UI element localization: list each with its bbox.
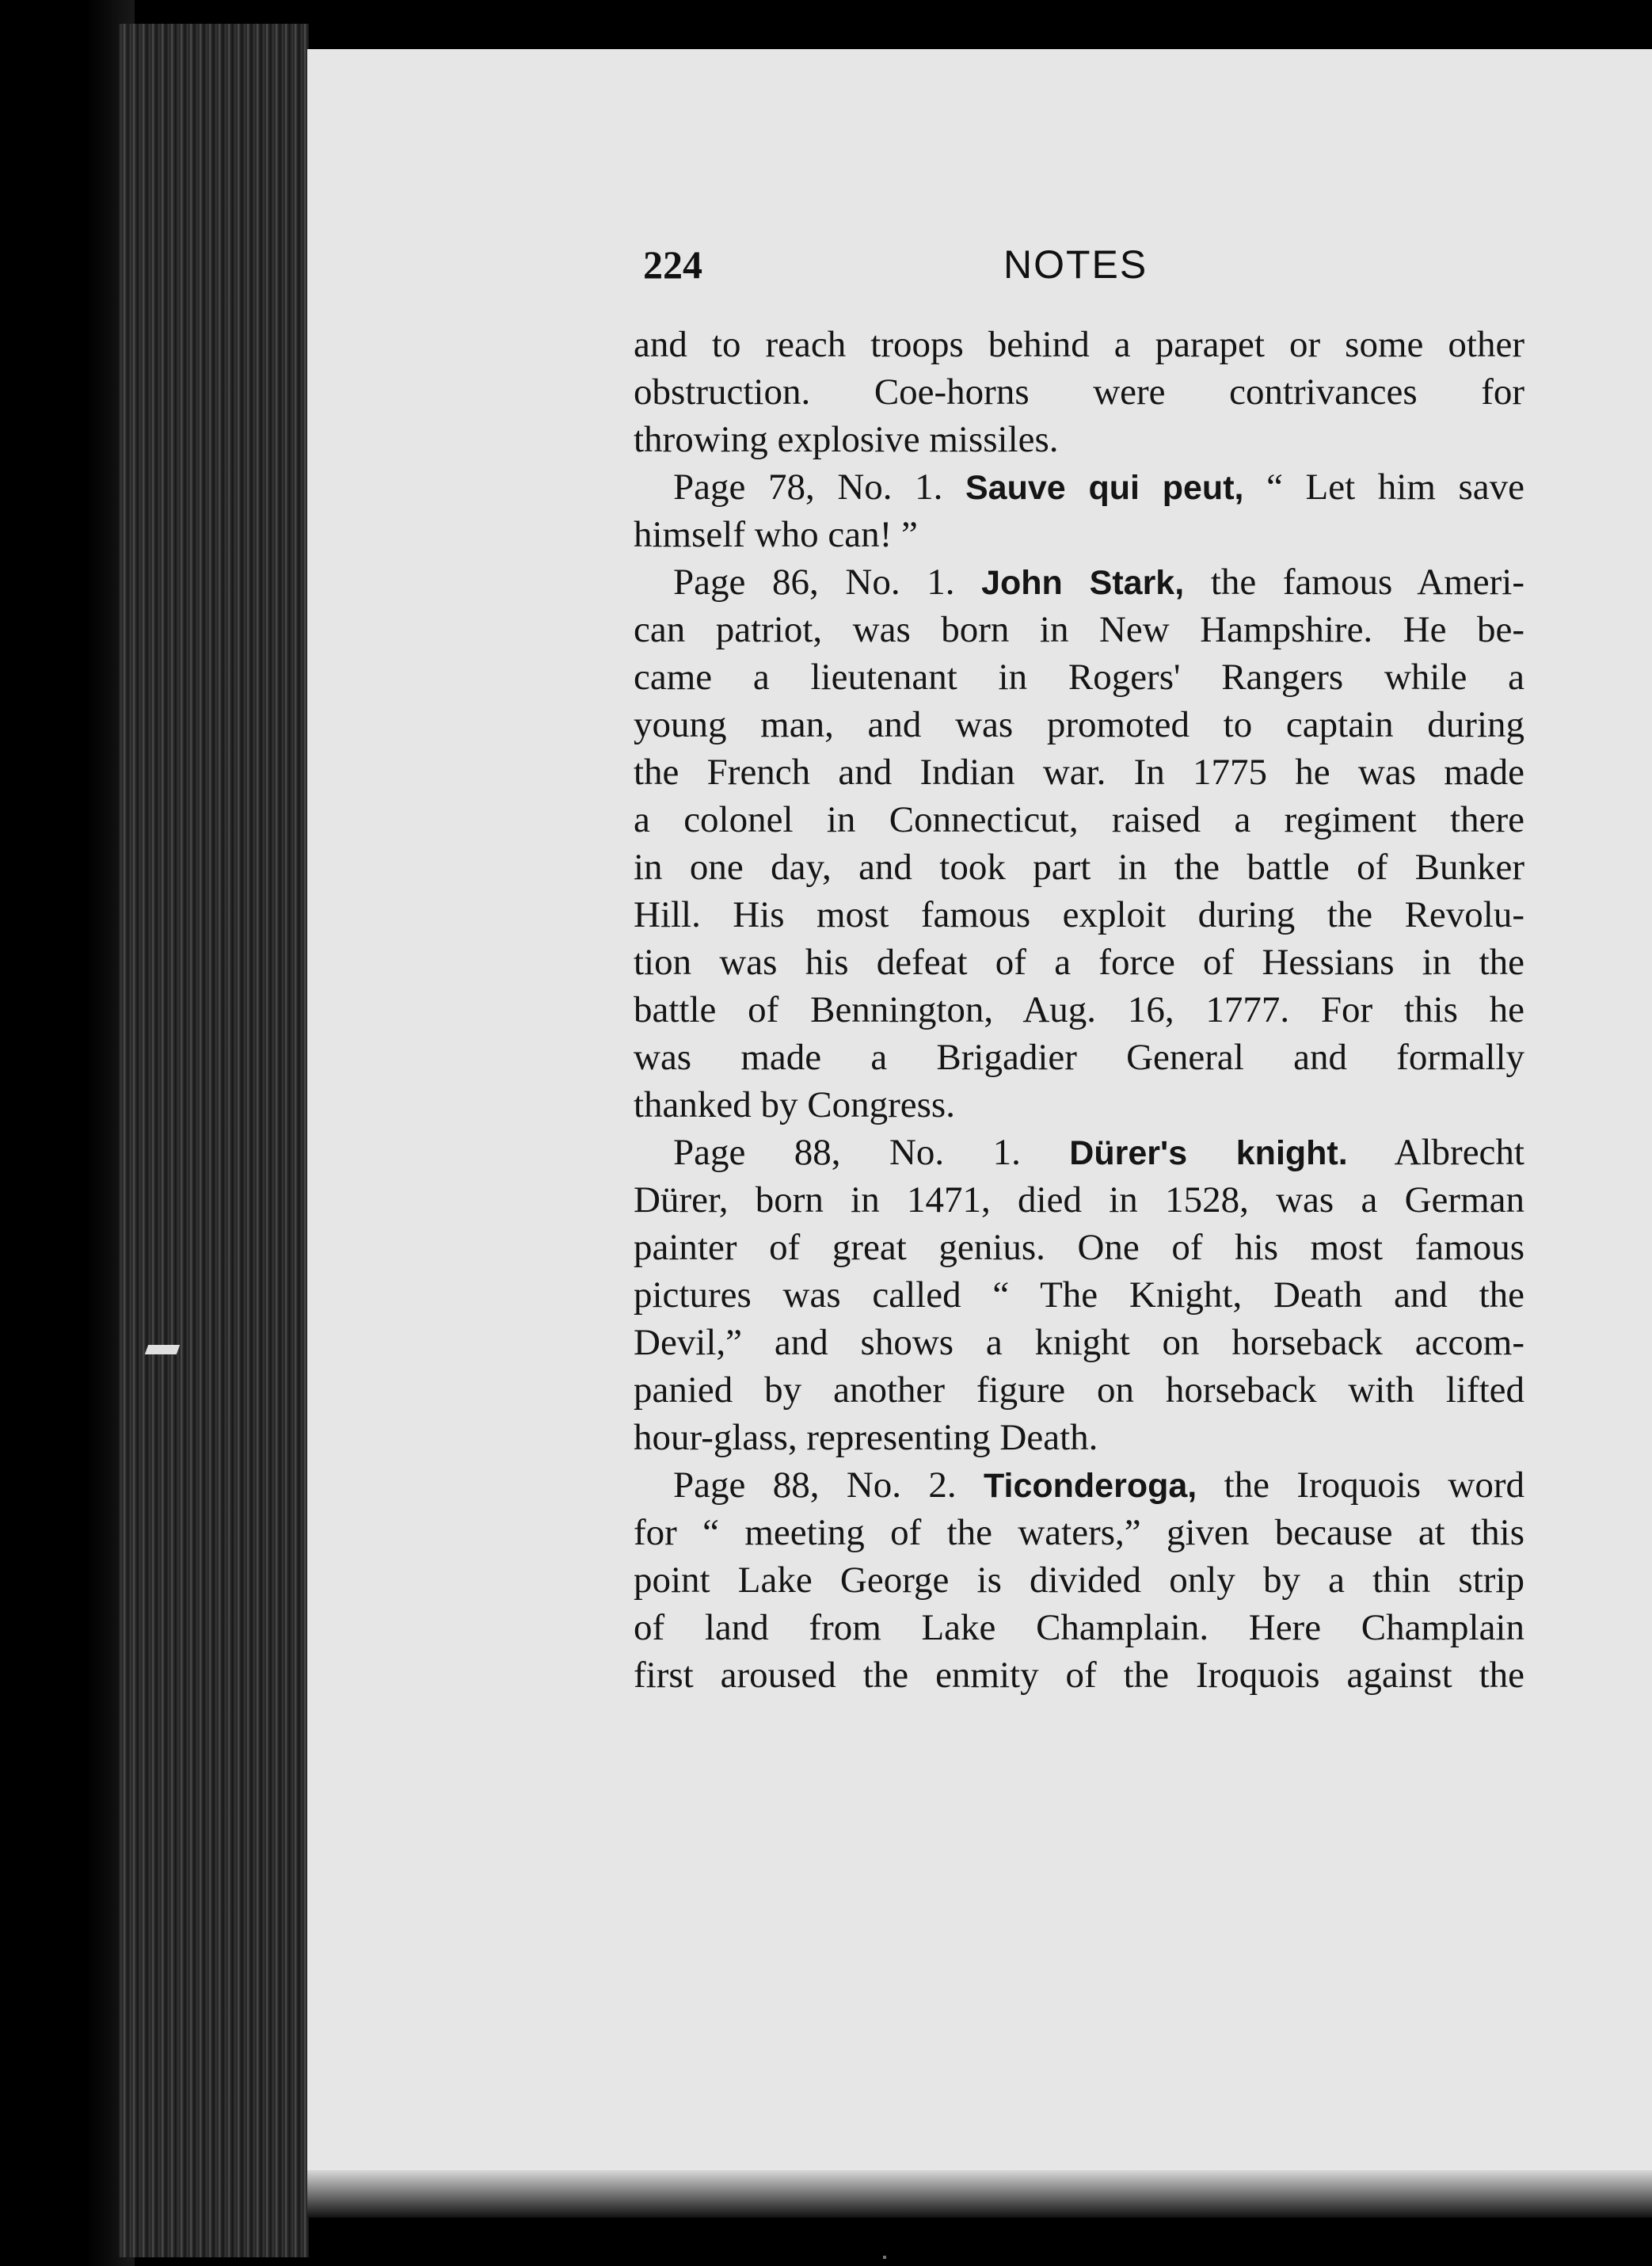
text-line: a colonel in Connecticut, raised a regiment there xyxy=(634,799,1524,840)
text-line: thanked by Congress. xyxy=(634,1084,955,1125)
running-head: NOTES xyxy=(1003,242,1148,287)
note-text: “ Let him save xyxy=(1266,467,1525,508)
text-line: throwing explosive missiles. xyxy=(634,419,1059,460)
note-line xyxy=(634,1461,1524,1509)
note-ref: Page 86, No. 1. xyxy=(673,562,955,603)
page-number: 224 xyxy=(643,242,702,287)
note-term: John Stark, xyxy=(981,564,1185,602)
text-line: and to reach troops behind a parapet or some other xyxy=(634,324,1524,365)
page-bottom-shadow xyxy=(307,2170,1652,2218)
page-header xyxy=(643,242,1527,297)
book-page-edges xyxy=(119,24,309,2257)
note-term: Ticonderoga, xyxy=(984,1467,1197,1505)
notes-text xyxy=(634,321,1524,1699)
note-ref: Page 88, No. 2. xyxy=(673,1464,957,1506)
text-line: panied by another figure on horseback with lifted xyxy=(634,1369,1524,1411)
note-line xyxy=(634,463,1524,511)
note-ref: Page 78, No. 1. xyxy=(673,467,943,508)
text-line: battle of Bennington, Aug. 16, 1777. For this he xyxy=(634,989,1524,1030)
note-text: the famous Ameri- xyxy=(1210,562,1524,603)
page-edge-mark xyxy=(145,1345,180,1354)
text-line: pictures was called “ The Knight, Death and the xyxy=(634,1274,1524,1316)
text-line: tion was his defeat of a force of Hessians in the xyxy=(634,942,1524,983)
text-line: can patriot, was born in New Hampshire. He be- xyxy=(634,609,1524,650)
text-line: hour-glass, representing Death. xyxy=(634,1417,1098,1458)
text-line: point Lake George is divided only by a thin strip xyxy=(634,1560,1524,1601)
text-line: Devil,” and shows a knight on horseback accom- xyxy=(634,1322,1524,1363)
note-text: the Iroquois word xyxy=(1224,1464,1525,1506)
text-line: obstruction. Coe-horns were contrivances for xyxy=(634,371,1524,413)
text-line: painter of great genius. One of his most famous xyxy=(634,1227,1524,1268)
note-line xyxy=(634,1129,1524,1176)
text-line: first aroused the enmity of the Iroquois against the xyxy=(634,1655,1524,1696)
text-line: Dürer, born in 1471, died in 1528, was a German xyxy=(634,1179,1524,1221)
text-line: for “ meeting of the waters,” given because at this xyxy=(634,1512,1524,1553)
note-ref: Page 88, No. 1. xyxy=(673,1132,1021,1173)
text-line: was made a Brigadier General and formally xyxy=(634,1037,1524,1078)
note-term: Sauve qui peut, xyxy=(965,469,1244,507)
text-line: Hill. His most famous exploit during the Revolu- xyxy=(634,894,1524,935)
text-line: of land from Lake Champlain. Here Champlain xyxy=(634,1607,1524,1648)
text-line: young man, and was promoted to captain during xyxy=(634,704,1524,745)
text-line: the French and Indian war. In 1775 he was made xyxy=(634,752,1524,793)
note-line xyxy=(634,558,1524,606)
scan-speck xyxy=(883,2256,886,2259)
text-line: came a lieutenant in Rogers' Rangers while a xyxy=(634,657,1524,698)
text-line: in one day, and took part in the battle of Bunker xyxy=(634,847,1524,888)
text-line: himself who can! ” xyxy=(634,514,918,555)
note-text: Albrecht xyxy=(1394,1132,1524,1173)
note-term: Dürer's knight. xyxy=(1069,1134,1348,1172)
